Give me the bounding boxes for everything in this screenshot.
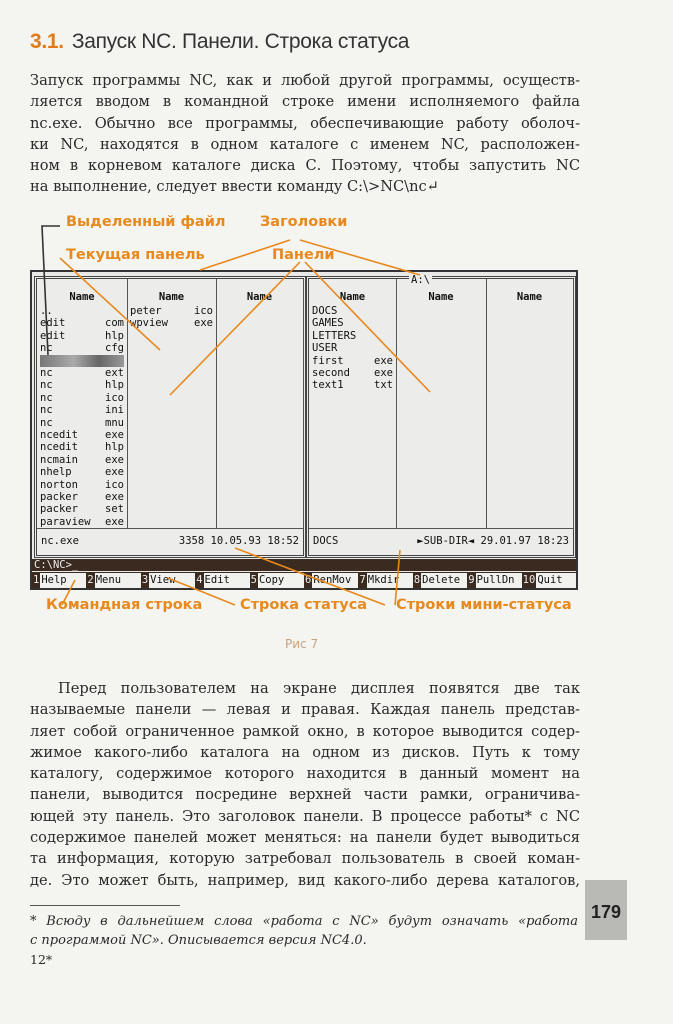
- fkey-number: 8: [413, 574, 421, 586]
- fkey-pulldn[interactable]: [467, 573, 521, 588]
- column-header: Name: [428, 291, 454, 303]
- fkey-label: PullDn: [476, 573, 522, 588]
- file-ext: txt: [374, 379, 393, 392]
- fkey-label: View: [149, 573, 195, 588]
- file-ext: hlp: [105, 329, 124, 342]
- right-mini-status: [309, 528, 573, 555]
- footnote-line: с программой NC». Описывается версия NC4.0.: [30, 933, 367, 948]
- fkey-label: RenMov: [312, 573, 358, 588]
- file-row[interactable]: [40, 466, 124, 478]
- fkey-number: 4: [196, 574, 203, 586]
- status-info: ►SUB-DIR◄ 29.01.97 18:23: [417, 535, 569, 547]
- file-name: nhelp: [40, 466, 72, 479]
- fkey-number: 3: [141, 574, 149, 586]
- text-line: ляется вводом в командной строке имени исполняемого файла: [30, 93, 580, 111]
- fkey-label: Mkdir: [367, 573, 413, 588]
- fkey-edit[interactable]: [195, 573, 249, 588]
- signature-mark: 12*: [30, 952, 53, 967]
- file-row[interactable]: [312, 367, 393, 379]
- text-line: nc.exe. Обычно все программы, обеспечивающие работу оболоч-: [30, 114, 580, 132]
- file-row[interactable]: [40, 516, 124, 528]
- file-ext: exe: [105, 515, 124, 528]
- text-line: называемые панели — левая и правая. Каждая панель представ-: [30, 701, 580, 719]
- panel-column: [486, 279, 574, 529]
- fkey-number: 1: [33, 574, 40, 586]
- file-ext: exe: [194, 317, 213, 330]
- text-line: ющей эту панель. Это заголовок панели. В процессе работы* с NC: [30, 807, 580, 825]
- paragraph-2: [30, 678, 580, 891]
- label-headers: Заголовки: [260, 214, 348, 230]
- file-name: ..: [40, 305, 53, 317]
- column-header: Name: [69, 291, 95, 303]
- panel-column: [37, 279, 128, 529]
- column-header: Name: [246, 291, 273, 303]
- fkey-label: Edit: [204, 573, 250, 588]
- file-ext: ico: [105, 478, 124, 491]
- fkey-number: 5: [250, 574, 257, 586]
- footnote: [30, 912, 578, 950]
- file-name: DOCS: [312, 305, 338, 317]
- file-name: ncedit: [40, 429, 78, 441]
- file-ext: ico: [194, 305, 213, 317]
- left-mini-status: [37, 528, 303, 555]
- fkey-label: Delete: [421, 573, 467, 588]
- file-name: packer: [40, 491, 78, 503]
- fkey-menu[interactable]: [86, 573, 140, 588]
- file-ext: hlp: [105, 379, 124, 392]
- file-row[interactable]: [40, 404, 124, 416]
- file-name: nc: [40, 391, 53, 404]
- panel-column: [396, 279, 487, 529]
- file-name: nc: [40, 404, 53, 417]
- section-number: 3.1.: [30, 30, 64, 53]
- status-file: nc.exe: [41, 535, 79, 547]
- fkey-number: 10: [522, 574, 536, 586]
- file-row[interactable]: [312, 379, 393, 391]
- text-line: Запуск программы NC, как и любой другой программы, осуществ-: [30, 72, 580, 89]
- text-line: на выполнение, следует ввести команду C:\>NC\nc↵: [30, 178, 439, 196]
- file-row[interactable]: [40, 417, 124, 429]
- text-line: де. Это может быть, например, вид какого-либо дерева каталогов,: [30, 871, 580, 889]
- file-row[interactable]: [130, 305, 213, 317]
- file-name: nc: [40, 367, 53, 379]
- file-name: nc: [40, 416, 53, 429]
- fkey-mkdir[interactable]: [358, 573, 412, 588]
- fkey-label: Copy: [258, 573, 304, 588]
- text-line: та информация, которую затребовал пользователь в своей коман-: [30, 850, 580, 868]
- file-row[interactable]: [40, 491, 124, 503]
- file-row[interactable]: [40, 379, 124, 391]
- label-panels: Панели: [272, 247, 335, 263]
- file-name: peter: [130, 305, 162, 317]
- panel-column: [216, 279, 304, 529]
- norton-commander-screen: [30, 270, 578, 590]
- file-name: norton: [40, 478, 78, 491]
- fkey-label: Help: [40, 573, 86, 588]
- page-number: 179: [590, 902, 622, 922]
- fkey-label: Menu: [95, 573, 141, 588]
- file-name: paraview: [40, 515, 91, 528]
- file-name: ncmain: [40, 453, 78, 466]
- file-row[interactable]: [312, 342, 393, 354]
- paragraph-1: [30, 70, 580, 198]
- file-name: edit: [40, 329, 66, 342]
- text-line: ном в корневом каталоге диска С. Поэтому, чтобы запустить NC: [30, 157, 580, 175]
- file-row[interactable]: [40, 330, 124, 342]
- panel-column: [127, 279, 217, 529]
- footnote-line: * Всюду в дальнейшем слова «работа с NC» будут означать «работа: [30, 914, 578, 929]
- text-line: каталогу, содержимое которого находится в данный момент на: [30, 765, 580, 783]
- file-ext: ico: [105, 391, 124, 404]
- left-panel: [34, 276, 306, 558]
- text-line: содержимое панелей может меняться: на панели будет выводиться: [30, 829, 580, 847]
- file-row[interactable]: [40, 305, 124, 317]
- file-row[interactable]: [312, 355, 393, 367]
- file-row[interactable]: [312, 330, 393, 342]
- file-ext: exe: [105, 429, 124, 441]
- file-row[interactable]: [40, 429, 124, 441]
- file-ext: set: [105, 503, 124, 516]
- label-current-panel: Текущая панель: [66, 247, 205, 263]
- file-name: first: [312, 354, 344, 367]
- file-row[interactable]: [40, 454, 124, 466]
- file-ext: cfg: [105, 342, 124, 355]
- fkey-help[interactable]: [32, 573, 86, 588]
- fkey-quit[interactable]: [522, 573, 576, 588]
- file-row[interactable]: [312, 305, 393, 317]
- fkey-label: Quit: [536, 573, 576, 588]
- function-key-bar: [32, 572, 576, 588]
- file-row[interactable]: [312, 317, 393, 329]
- panel-title: A:\: [411, 274, 430, 286]
- file-name: nc: [40, 379, 53, 392]
- fkey-view[interactable]: [141, 573, 195, 588]
- file-ext: exe: [374, 367, 393, 379]
- file-name: second: [312, 367, 350, 379]
- command-line[interactable]: C:\NC>_: [32, 559, 576, 571]
- label-selected-file: Выделенный файл: [66, 214, 226, 230]
- section-heading: [30, 30, 409, 54]
- file-name: USER: [312, 342, 338, 355]
- column-header: Name: [158, 291, 185, 303]
- status-info: 3358 10.05.93 18:52: [178, 535, 299, 547]
- fkey-number: 7: [359, 574, 366, 586]
- fkey-copy[interactable]: [250, 573, 304, 588]
- label-command-line: Командная строка: [46, 597, 203, 613]
- file-name: wpview: [130, 317, 168, 330]
- text-line: ки NC, находятся в одном каталоге с именем NC, расположен-: [30, 135, 580, 153]
- footnote-divider: [30, 905, 180, 906]
- text-line: Перед пользователем на экране дисплея появятся две так: [58, 680, 580, 697]
- label-status-line: Строка статуса: [240, 597, 368, 613]
- file-ext: exe: [374, 354, 393, 367]
- panel-column: [309, 279, 397, 529]
- right-panel: [306, 276, 576, 558]
- file-ext: com: [105, 317, 124, 330]
- column-header: Name: [516, 291, 543, 303]
- file-row[interactable]: [130, 317, 213, 329]
- selected-file-row[interactable]: [40, 355, 124, 367]
- text-line: панели, выводится посредине верхней части рамки, ограничива-: [30, 786, 580, 804]
- file-name: edit: [40, 317, 66, 330]
- file-name: nc: [40, 342, 53, 355]
- file-row[interactable]: [40, 503, 124, 515]
- status-file: DOCS: [313, 535, 339, 547]
- label-mini-status-lines: Строки мини-статуса: [396, 597, 572, 613]
- file-ext: exe: [105, 453, 124, 466]
- file-name: packer: [40, 503, 78, 516]
- fkey-delete[interactable]: [413, 573, 467, 588]
- file-ext: exe: [105, 491, 124, 503]
- file-row[interactable]: [40, 317, 124, 329]
- section-title: Запуск NC. Панели. Строка статуса: [71, 30, 410, 53]
- file-row[interactable]: [40, 392, 124, 404]
- fkey-number: 2: [87, 574, 94, 586]
- text-line: ляет собой ограниченное рамкой окно, в которое выводится содер-: [30, 722, 580, 740]
- fkey-number: 6: [305, 574, 312, 586]
- fkey-number: 9: [468, 574, 475, 586]
- file-ext: mnu: [105, 416, 124, 429]
- file-ext: ini: [105, 404, 124, 417]
- file-name: LETTERS: [312, 329, 357, 342]
- file-row[interactable]: [40, 441, 124, 453]
- file-name: text1: [312, 379, 344, 392]
- figure-caption: Рис 7: [285, 637, 319, 651]
- file-row[interactable]: [40, 342, 124, 354]
- text-line: жимое какого-либо каталога на одном из дисков. Путь к тому: [30, 743, 580, 761]
- file-row[interactable]: [40, 367, 124, 379]
- file-row[interactable]: [40, 479, 124, 491]
- file-ext: exe: [105, 466, 124, 479]
- file-ext: ext: [105, 367, 124, 379]
- file-ext: hlp: [105, 441, 124, 454]
- file-name: GAMES: [312, 317, 344, 330]
- column-header: Name: [339, 291, 366, 303]
- fkey-renmov[interactable]: [304, 573, 358, 588]
- file-name: ncedit: [40, 441, 78, 454]
